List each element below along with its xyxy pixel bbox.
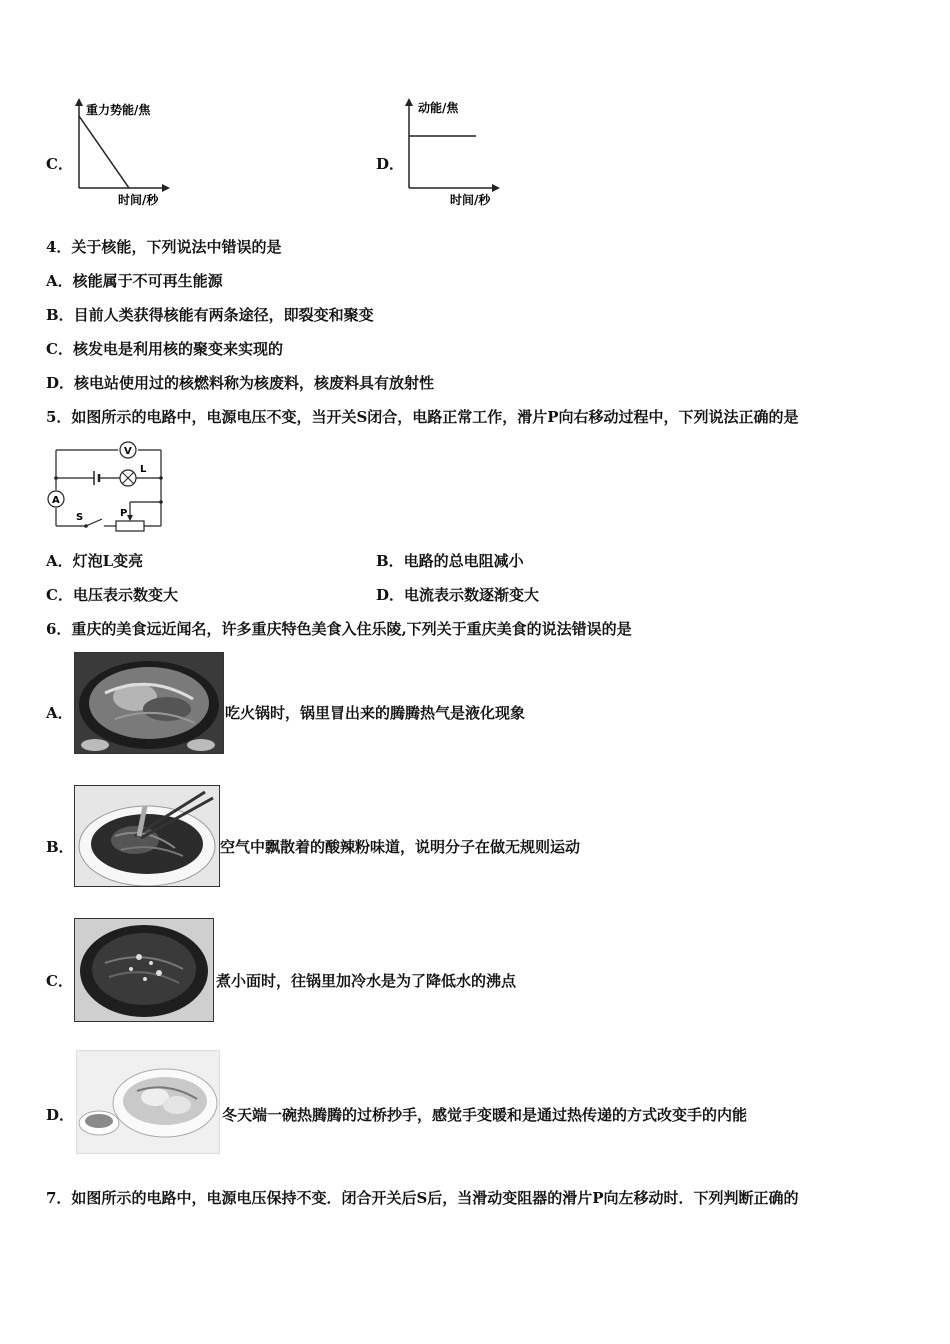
switch-label: S bbox=[76, 512, 84, 523]
q6-option-b-text: 空气中飘散着的酸辣粉味道，说明分子在做无规则运动 bbox=[220, 838, 581, 856]
q4-option-c: C．核发电是利用核的聚变来实现的 bbox=[46, 340, 283, 358]
hotpot-photo bbox=[74, 652, 224, 754]
q5-option-b: B．电路的总电阻减小 bbox=[376, 552, 524, 570]
switch-icon bbox=[86, 519, 102, 526]
q3-graph-d bbox=[398, 96, 518, 208]
q3-option-c-label: C． bbox=[46, 155, 73, 173]
wonton-photo bbox=[76, 1050, 220, 1154]
q6-option-d-label: D． bbox=[46, 1106, 75, 1124]
q6-option-a-text: 吃火锅时，锅里冒出来的腾腾热气是液化现象 bbox=[225, 704, 526, 722]
q3-graph-d-xlabel: 时间/秒 bbox=[450, 193, 491, 207]
small-noodle-photo bbox=[74, 918, 214, 1022]
q3-option-d-label: D． bbox=[376, 155, 405, 173]
rheostat-icon bbox=[116, 521, 144, 531]
voltmeter-label: V bbox=[124, 446, 132, 457]
q3-graph-c-ylabel: 重力势能/焦 bbox=[86, 103, 151, 117]
q4-option-b: B．目前人类获得核能有两条途径，即裂变和聚变 bbox=[46, 306, 374, 324]
q4-option-a: A．核能属于不可再生能源 bbox=[46, 272, 223, 290]
q6-option-c-label: C． bbox=[46, 972, 73, 990]
q6-stem: 6．重庆的美食远近闻名，许多重庆特色美食入住乐陵,下列关于重庆美食的说法错误的是 bbox=[46, 620, 632, 638]
q5-option-d: D．电流表示数逐渐变大 bbox=[376, 586, 540, 604]
q6-option-c-text: 煮小面时，往锅里加冷水是为了降低水的沸点 bbox=[216, 972, 517, 990]
q3-graph-c bbox=[66, 96, 186, 208]
q6-option-a-label: A． bbox=[46, 704, 73, 722]
q5-option-a: A．灯泡L变亮 bbox=[46, 552, 144, 570]
q3-graph-d-ylabel: 动能/焦 bbox=[418, 101, 459, 115]
q3-graph-c-xlabel: 时间/秒 bbox=[118, 193, 159, 207]
q5-option-c: C．电压表示数变大 bbox=[46, 586, 178, 604]
slider-label: P bbox=[120, 508, 128, 519]
q6-option-d-text: 冬天端一碗热腾腾的过桥抄手，感觉手变暖和是通过热传递的方式改变手的内能 bbox=[222, 1106, 748, 1124]
lamp-label: L bbox=[140, 464, 147, 475]
ammeter-label: A bbox=[52, 495, 60, 506]
q6-option-b-label: B． bbox=[46, 838, 74, 856]
q5-stem: 5．如图所示的电路中，电源电压不变，当开关S闭合，电路正常工作，滑片P向右移动过程中，下列说法正确的是 bbox=[46, 408, 799, 426]
q7-stem: 7．如图所示的电路中，电源电压保持不变．闭合开关后S后，当滑动变阻器的滑片P向左移动时．下列判断正确的 bbox=[46, 1189, 799, 1207]
q5-circuit-diagram bbox=[44, 440, 174, 532]
q4-option-d: D．核电站使用过的核燃料称为核废料，核废料具有放射性 bbox=[46, 374, 435, 392]
q4-stem: 4．关于核能，下列说法中错误的是 bbox=[46, 238, 282, 256]
sour-noodle-photo bbox=[74, 785, 220, 887]
